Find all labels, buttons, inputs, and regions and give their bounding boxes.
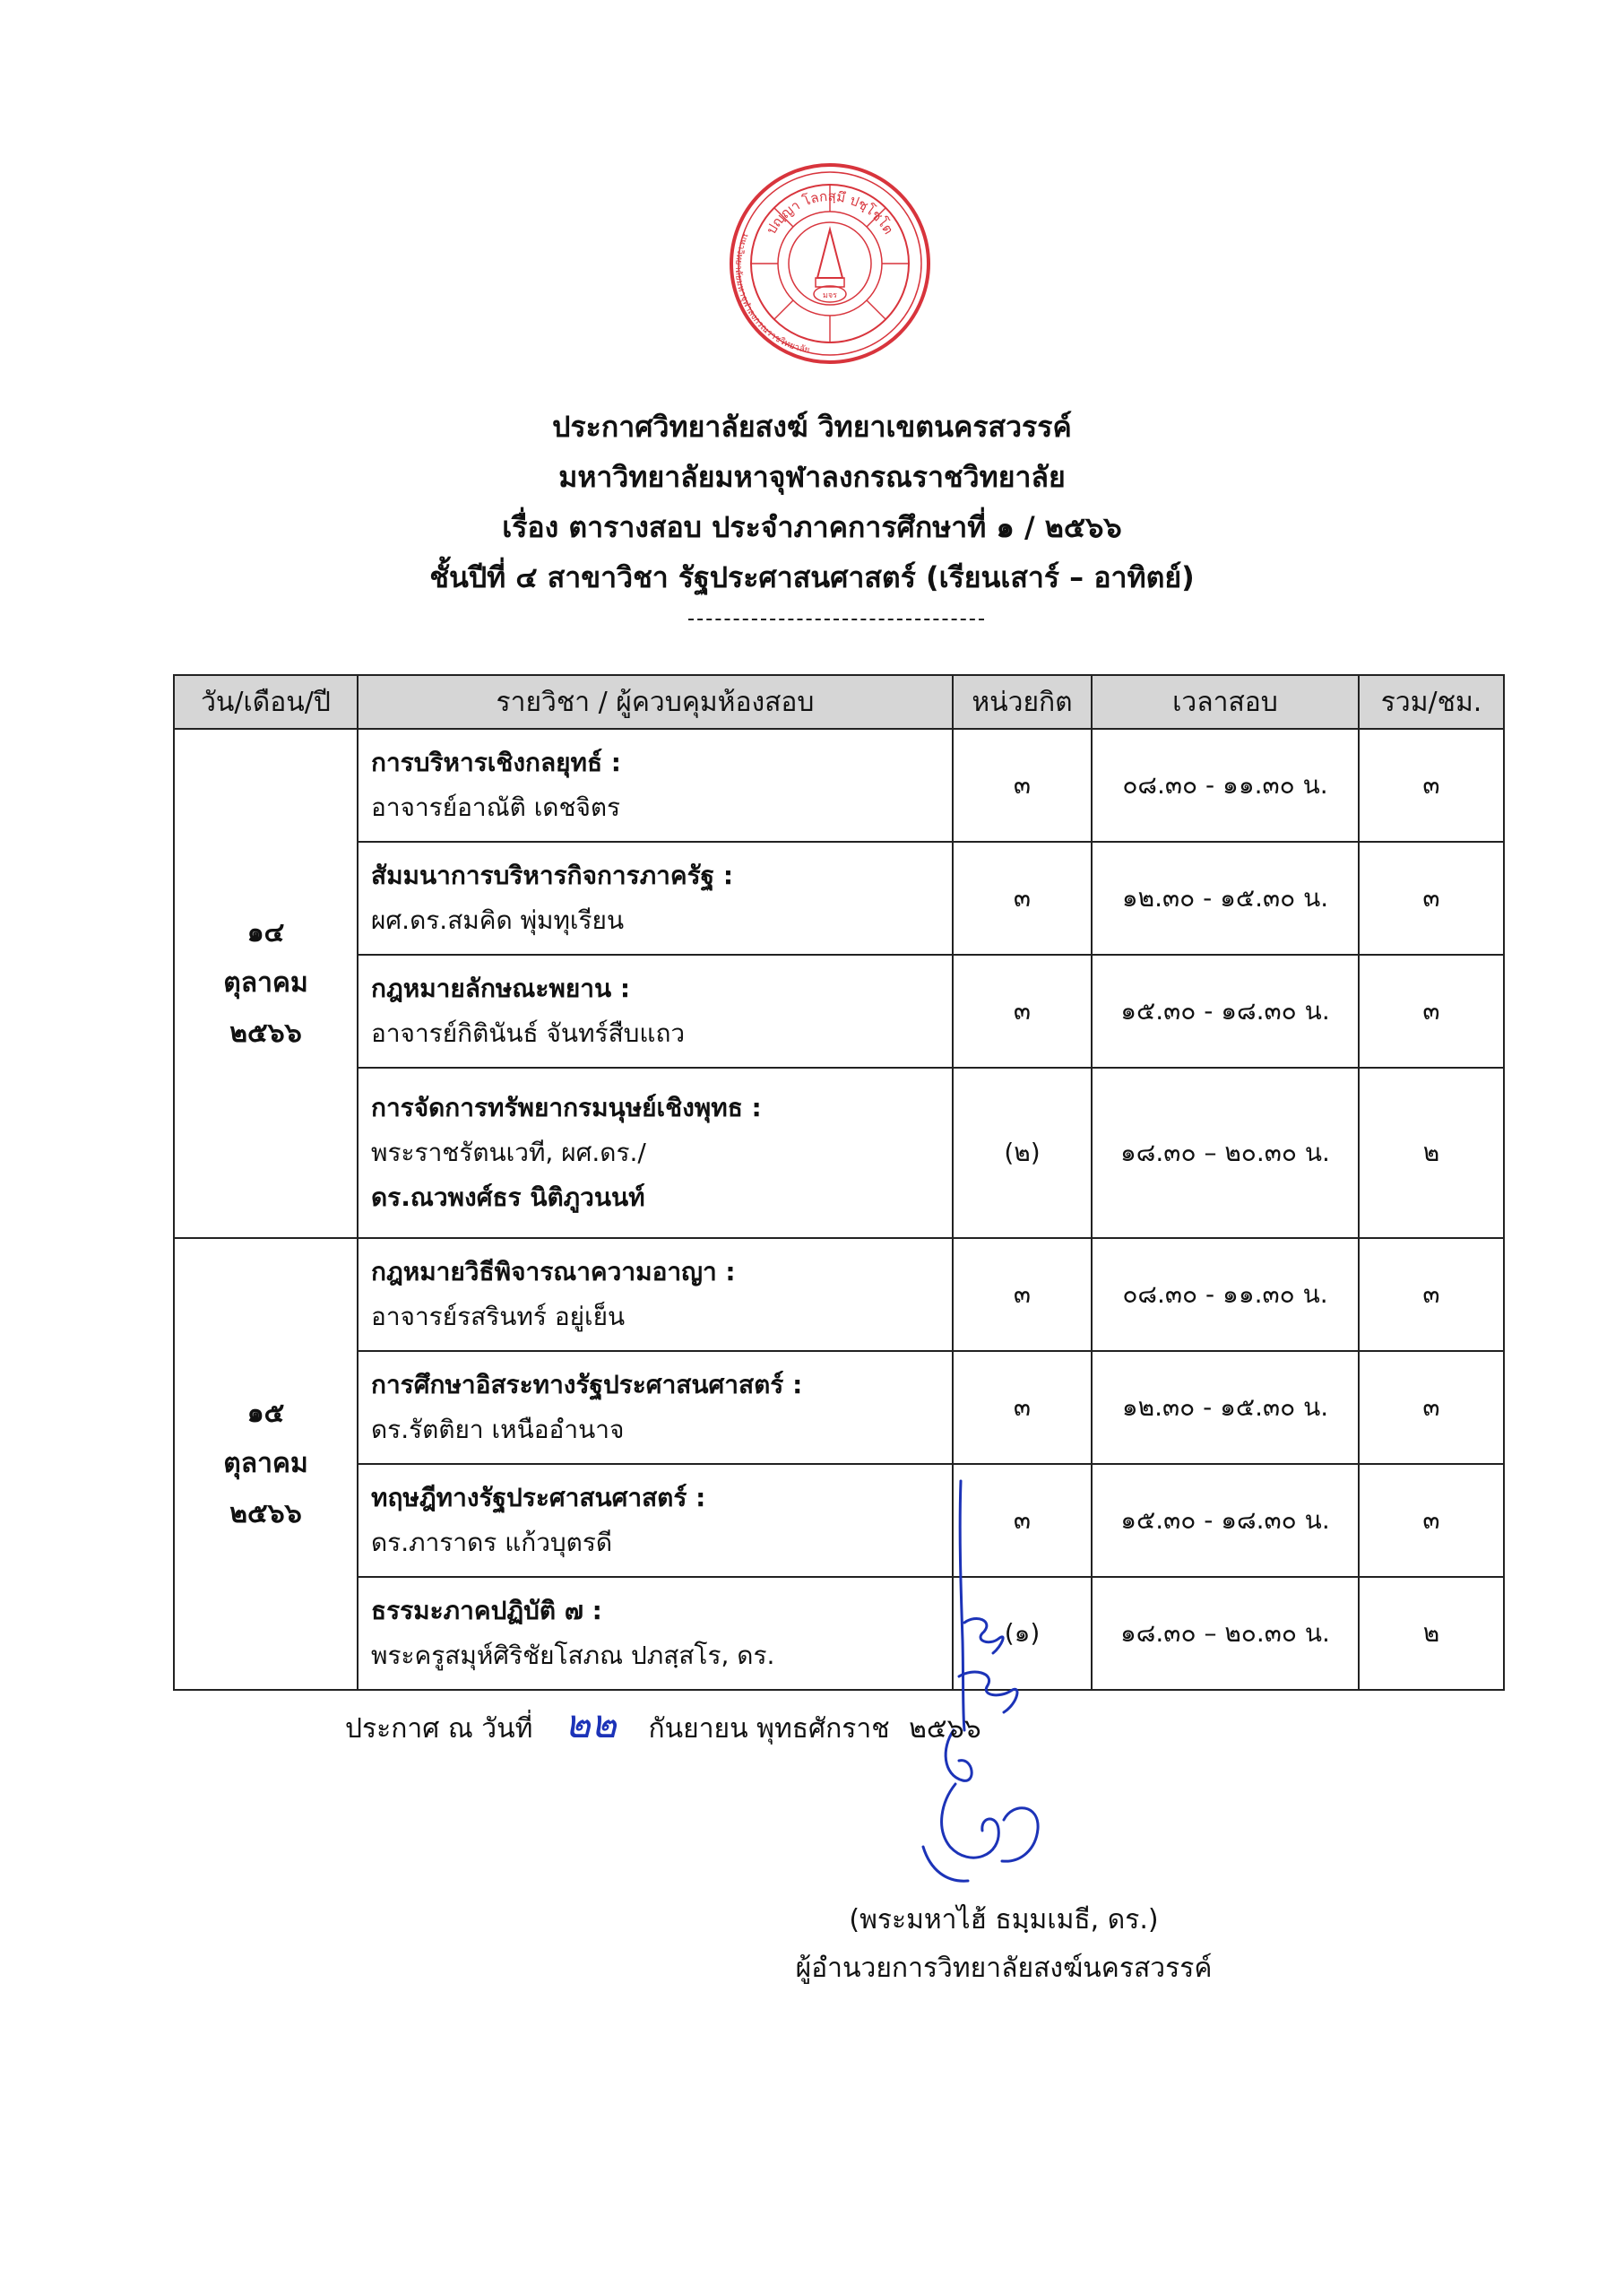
credits-cell: ๓ [953, 955, 1092, 1068]
credits-cell: ๓ [953, 1464, 1092, 1577]
hours-cell: ๓ [1359, 842, 1504, 955]
signatory-block [753, 1896, 1255, 1993]
table-row [174, 1577, 1504, 1690]
time-cell: ๑๘.๓๐ – ๒๐.๓๐ น. [1092, 1577, 1359, 1690]
svg-text:มจร: มจร [822, 291, 838, 300]
proctor-name-secondary: ดร.ณวพงศ์ธร นิติภูวนนท์ [371, 1182, 645, 1212]
svg-text:มหาวิทยาลัยมหาจุฬาลงกรณราชวิทย: มหาวิทยาลัยมหาจุฬาลงกรณราชวิทยาลัย [733, 231, 811, 356]
time-cell: ๐๘.๓๐ - ๑๑.๓๐ น. [1092, 729, 1359, 842]
announcement-prefix: ประกาศ ณ วันที่ [345, 1713, 533, 1745]
table-row [174, 1238, 1504, 1351]
proctor-name: พระราชรัตนเวที, ผศ.ดร./ [371, 1138, 646, 1167]
subject-name: การศึกษาอิสระทางรัฐประศาสนศาสตร์ : [371, 1370, 803, 1399]
credits-cell: ๓ [953, 1351, 1092, 1464]
time-cell: ๑๘.๓๐ – ๒๐.๓๐ น. [1092, 1068, 1359, 1238]
university-seal [728, 161, 932, 366]
proctor-name: อาจารย์รสรินทร์ อยู่เย็น [371, 1302, 626, 1331]
date-year: ๒๕๖๖ [229, 1018, 302, 1049]
hours-cell: ๓ [1359, 1238, 1504, 1351]
time-cell: ๑๒.๓๐ - ๑๕.๓๐ น. [1092, 1351, 1359, 1464]
credits-cell: ๓ [953, 842, 1092, 955]
subject-name: กฎหมายวิธีพิจารณาความอาญา : [371, 1257, 736, 1286]
header-subject: รายวิชา / ผู้ควบคุมห้องสอบ [358, 675, 953, 729]
table-row [174, 1464, 1504, 1577]
date-month: ตุลาคม [223, 1448, 308, 1479]
subject-cell [358, 842, 953, 955]
subject-name: กฎหมายลักษณะพยาน : [371, 974, 631, 1003]
subject-cell [358, 1351, 953, 1464]
time-cell: ๑๕.๓๐ - ๑๘.๓๐ น. [1092, 955, 1359, 1068]
table-row [174, 842, 1504, 955]
hours-cell: ๓ [1359, 1464, 1504, 1577]
header-divider [688, 619, 984, 620]
time-cell: ๑๒.๓๐ - ๑๕.๓๐ น. [1092, 842, 1359, 955]
header-line-institution: ประกาศวิทยาลัยสงฆ์ วิทยาเขตนครสวรรค์ [552, 410, 1072, 444]
credits-cell: (๑) [953, 1577, 1092, 1690]
header-line-university: มหาวิทยาลัยมหาจุฬาลงกรณราชวิทยาลัย [558, 460, 1066, 494]
date-cell [174, 729, 358, 1238]
subject-name: ทฤษฎีทางรัฐประศาสนศาสตร์ : [371, 1483, 706, 1512]
hours-cell: ๓ [1359, 729, 1504, 842]
subject-cell [358, 729, 953, 842]
table-row [174, 729, 1504, 842]
table-row [174, 1068, 1504, 1238]
proctor-name: พระครูสมุห์ศิริชัยโสภณ ปภสฺสโร, ดร. [371, 1641, 775, 1670]
proctor-name: ดร.ภาราดร แก้วบุตรดี [371, 1528, 613, 1557]
subject-cell [358, 1238, 953, 1351]
header-date: วัน/เดือน/ปี [174, 675, 358, 729]
subject-name: ธรรมะภาคปฏิบัติ ๗ : [371, 1596, 602, 1625]
subject-cell [358, 1068, 953, 1238]
header-credits: หน่วยกิต [953, 675, 1092, 729]
announcement-header [0, 402, 1624, 602]
credits-cell: ๓ [953, 729, 1092, 842]
header-time: เวลาสอบ [1092, 675, 1359, 729]
proctor-name: ผศ.ดร.สมคิด พุ่มทุเรียน [371, 905, 625, 935]
hours-cell: ๒ [1359, 1577, 1504, 1690]
subject-cell [358, 955, 953, 1068]
date-month: ตุลาคม [223, 967, 308, 999]
svg-text:ปญฺญา โลกสฺมึ ปชฺโชโต: ปญฺญา โลกสฺมึ ปชฺโชโต [763, 187, 897, 238]
announcement-date-line [345, 1693, 981, 1755]
table-row [174, 1351, 1504, 1464]
proctor-name: อาจารย์กิตินันธ์ จันทร์สืบแถว [371, 1018, 686, 1048]
date-year: ๒๕๖๖ [229, 1498, 302, 1529]
hours-cell: ๓ [1359, 1351, 1504, 1464]
header-line-subject: เรื่อง ตารางสอบ ประจำภาคการศึกษาที่ ๑ / ๒๕๖๖ [502, 510, 1122, 544]
signatory-name: (พระมหาไฮ้ ธมฺมเมธี, ดร.) [849, 1904, 1159, 1936]
date-cell [174, 1238, 358, 1690]
subject-name: การบริหารเชิงกลยุทธ์ : [371, 748, 622, 777]
date-day: ๑๔ [246, 917, 285, 948]
time-cell: ๐๘.๓๐ - ๑๑.๓๐ น. [1092, 1238, 1359, 1351]
hours-cell: ๓ [1359, 955, 1504, 1068]
date-day: ๑๕ [246, 1398, 285, 1429]
proctor-name: ดร.รัตติยา เหนืออำนาจ [371, 1415, 625, 1444]
table-row [174, 955, 1504, 1068]
exam-schedule-table [173, 674, 1505, 1691]
header-hours: รวม/ชม. [1359, 675, 1504, 729]
proctor-name: อาจารย์อาณัติ เดชจิตร [371, 792, 621, 822]
hours-cell: ๒ [1359, 1068, 1504, 1238]
subject-name: การจัดการทรัพยากรมนุษย์เชิงพุทธ : [371, 1093, 762, 1122]
subject-name: สัมมนาการบริหารกิจการภาครัฐ : [371, 861, 734, 890]
header-line-program: ชั้นปีที่ ๔ สาขาวิชา รัฐประศาสนศาสตร์ (เรียนเสาร์ – อาทิตย์) [429, 560, 1195, 594]
announcement-year: ๒๕๖๖ [909, 1713, 981, 1745]
credits-cell: (๒) [953, 1068, 1092, 1238]
announcement-day-handwritten: ๒๒ [564, 1702, 617, 1747]
subject-cell [358, 1464, 953, 1577]
announcement-month-era: กันยายน พุทธศักราช [648, 1713, 890, 1745]
subject-cell [358, 1577, 953, 1690]
signatory-position: ผู้อำนวยการวิทยาลัยสงฆ์นครสวรรค์ [795, 1953, 1213, 1984]
table-header-row [174, 675, 1504, 729]
credits-cell: ๓ [953, 1238, 1092, 1351]
time-cell: ๑๕.๓๐ - ๑๘.๓๐ น. [1092, 1464, 1359, 1577]
